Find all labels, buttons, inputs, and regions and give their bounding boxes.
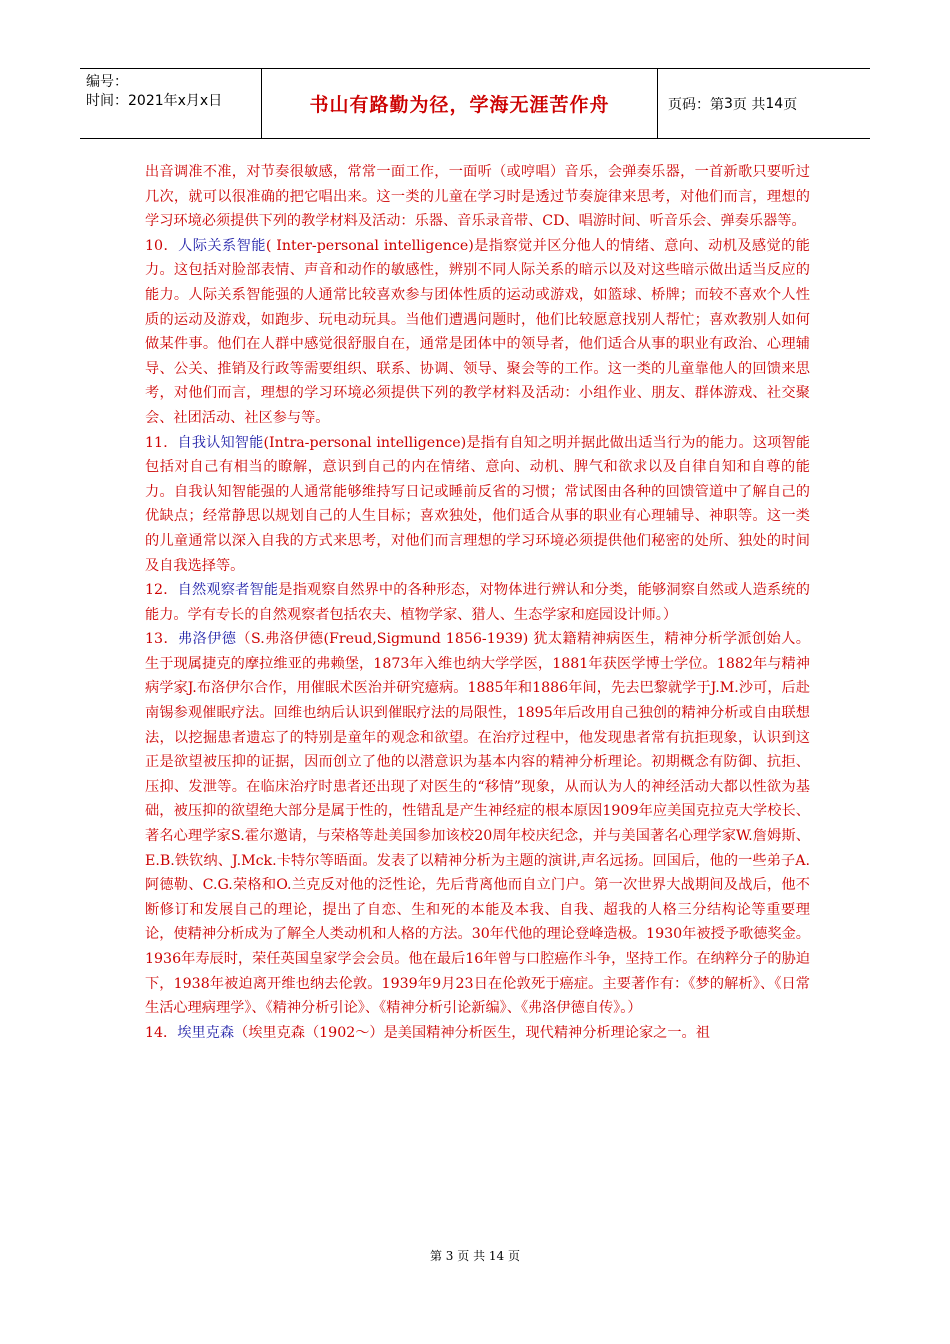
- time-label: 时间：: [86, 93, 128, 109]
- number-label: 编号：: [86, 74, 128, 90]
- footer-page-num: 3: [445, 1249, 454, 1263]
- time-value: 2021年x月x日: [128, 93, 223, 109]
- term-intrapersonal: 自我认知智能: [177, 434, 264, 451]
- paragraph-text: 出音调准不准，对节奏很敏感，常常一面工作，一面听（或哼唱）音乐，会弹奏乐器，一首新歌只要听过几次，就可以很准确的把它唱出来。这一类的儿童在学习时是透过节奏旋律来思考，对他们而言，理想的学习环境必须提供下列的教学材料及活动：乐器、音乐录音带、CD、唱游时间、听音乐会、弹奏乐器等。: [145, 164, 810, 230]
- item-number: 14．: [145, 1024, 178, 1041]
- paragraph-text: （S.弗洛伊德(Freud,Sigmund 1856-1939) 犹太籍精神病医生，精神分析学派创始人。生于现属捷克的摩拉维亚的弗赖堡，1873年入维也纳大学学医，1881年获医学博士学位。1882年与精神病学家J.布洛伊尔合作，用催眠术医治并研究癔病。1885年和1886年间，先去巴黎就学于J.M.沙可，后赴南锡参观催眠疗法。回维也纳后认识到催眠疗法的局限性，1895年后改用自己独创的精神分析或自由联想法，以挖掘患者遗忘了的特别是童年的观念和欲望。在治疗过程中，他发现患者常有抗拒现象，认识到这正是欲望被压抑的证据，因而创立了他的以潜意识为基本内容的精神分析理论。初期概念有防御、抗拒、压抑、发泄等。在临床治疗时患者还出现了对医生的“移情”现象，从而认为人的神经活动大都以性欲为基础，被压抑的欲望绝大部分是属于性的，性错乱是产生神经症的根本原因1909年应美国克拉克大学校长、著名心理学家S.霍尔邀请，与荣格等赴美国参加该校20周年校庆纪念，并与美国著名心理学家W.詹姆斯、E.B.铁钦纳、J.Mck.卡特尔等晤面。发表了以精神分析为主题的演讲,声名远扬。回国后，他的一些弟子A.阿德勒、C.G.荣格和O.兰克反对他的泛性论，先后背离他而自立门户。第一次世界大战期间及战后，他不断修订和发展自己的理论，提出了自恋、生和死的本能及本我、自我、超我的人格三分结构论等重要理论，使精神分析成为了解全人类动机和人格的方法。30年代他的理论登峰造极。1930年被授予歌德奖金。1936年寿辰时，荣任英国皇家学会会员。他在最后16年曾与口腔癌作斗争，坚持工作。在纳粹分子的胁迫下，1938年被迫离开维也纳去伦敦。1939年9月23日在伦敦死于癌症。主要著作有：《梦的解析》、《日常生活心理病理学》、《精神分析引论》、《精神分析引论新编》、《弗洛伊德自传》。）: [145, 631, 810, 1017]
- term-naturalist: 自然观察者智能: [177, 582, 279, 599]
- footer-page-prefix: 第: [429, 1249, 442, 1263]
- item-number: 10．: [145, 237, 179, 254]
- paragraph-13: [145, 627, 810, 1021]
- paragraph-12: [145, 578, 810, 627]
- paragraph-text: （埃里克森（1902～）是美国精神分析医生，现代精神分析理论家之一。祖: [234, 1024, 710, 1041]
- header-motto: 书山有路勤为径，学海无涯苦作舟: [262, 69, 658, 138]
- page-footer: [0, 1247, 950, 1264]
- header-page-end: 页: [783, 96, 798, 113]
- paragraph-11: [145, 431, 810, 579]
- term-freud: 弗洛伊德: [178, 631, 237, 648]
- item-number: 12．: [145, 582, 178, 599]
- header-page-num: 3: [724, 95, 733, 112]
- header-info-cell: [80, 69, 262, 138]
- header-page-mid: 页 共: [732, 96, 766, 113]
- item-number: 11．: [145, 434, 178, 451]
- paragraph-music-continuation: [145, 160, 810, 234]
- header-page-total: 14: [765, 95, 784, 112]
- time-line: [86, 92, 261, 111]
- paragraph-text: (Intra-personal intelligence)是指有自知之明并据此做出适当行为的能力。这项智能包括对自己有相当的瞭解，意识到自己的内在情绪、意向、动机、脾气和欲求以及自律自知和自尊的能力。自我认知智能强的人通常能够维持写日记或睡前反省的习惯；常试图由各种的回馈管道中了解自己的优缺点；经常静思以规划自己的人生目标；喜欢独处，他们适合从事的职业有心理辅导、神职等。这一类的儿童通常以深入自我的方式来思考，对他们而言理想的学习环境必须提供他们秘密的处所、独处的时间及自我选择等。: [145, 434, 810, 574]
- term-interpersonal: 人际关系智能: [178, 237, 266, 254]
- paragraph-14: [145, 1021, 810, 1046]
- paragraph-text: 是指观察自然界中的各种形态，对物体进行辨认和分类，能够洞察自然或人造系统的能力。学有专长的自然观察者包括农夫、植物学家、猎人、生态学家和庭园设计师。）: [145, 582, 810, 623]
- footer-page-total: 14: [488, 1249, 505, 1263]
- term-erikson: 埃里克森: [177, 1024, 235, 1041]
- header-page-info: [658, 69, 870, 138]
- paragraph-10: [145, 234, 810, 431]
- header-page-label: 页码：第: [668, 96, 724, 113]
- footer-page-mid: 页 共: [457, 1249, 486, 1263]
- footer-page-end: 页: [508, 1249, 521, 1263]
- item-number: 13．: [145, 631, 179, 648]
- document-body: [145, 160, 810, 1045]
- paragraph-text: ( Inter-personal intelligence)是指察觉并区分他人的情绪、意向、动机及感觉的能力。这包括对脸部表情、声音和动作的敏感性，辨别不同人际关系的暗示以及对这些暗示做出适当反应的能力。人际关系智能强的人通常比较喜欢参与团体性质的运动或游戏，如篮球、桥牌；而较不喜欢个人性质的运动及游戏，如跑步、玩电动玩具。当他们遭遇问题时，他们比较愿意找别人帮忙；喜欢教别人如何做某件事。他们在人群中感觉很舒服自在，通常是团体中的领导者，他们适合从事的职业有政治、心理辅导、公关、推销及行政等需要组织、联系、协调、领导、聚会等的工作。这一类的儿童靠他人的回馈来思考，对他们而言，理想的学习环境必须提供下列的教学材料及活动：小组作业、朋友、群体游戏、社交聚会、社团活动、社区参与等。: [145, 237, 810, 426]
- page-header: [80, 68, 870, 139]
